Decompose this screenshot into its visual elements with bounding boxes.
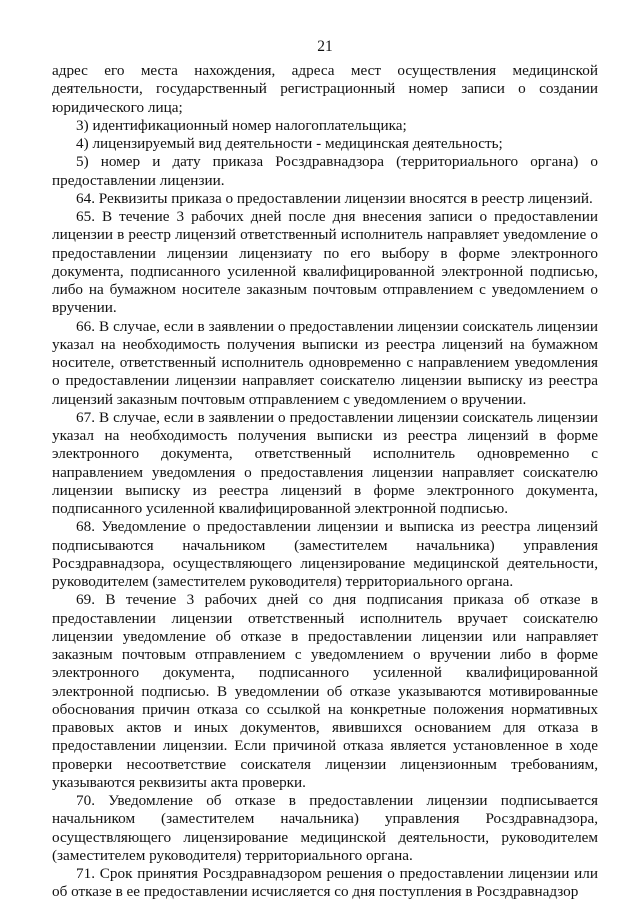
document-body [52, 62, 598, 902]
clause-68: 68. Уведомление о предоставлении лицензии и выписка из реестра лицензий подписываются начальником (заместителем начальника) управления Росздравнадзора, осуществляющего лицензирование медицинской деятельности, руководителем (заместителем руководителя) территориального органа. [52, 518, 598, 590]
clause-67: 67. В случае, если в заявлении о предоставлении лицензии соискатель лицензии указал на необходимость получения выписки из реестра лицензий в форме электронного документа, ответственный исполнитель одновременно с направлением уведомления о предоставления лицензии направляет соискателю лицензии выписку из реестра лицензий в форме электронного документа, подписанного усиленной квалифицированной электронной подписью. [52, 408, 598, 517]
list-item-5: 5) номер и дату приказа Росздравнадзора (территориального органа) о предоставлении лицензии. [52, 153, 598, 189]
clause-65: 65. В течение 3 рабочих дней после дня внесения записи о предоставлении лицензии в реестр лицензий ответственный исполнитель направляет уведомление о предоставлении лицензии лицензиату по его выбору в форме электронного документа, подписанного усиленной квалифицированной электронной подписью, либо на бумажном носителе заказным почтовым отправлением с уведомлением о вручении. [52, 208, 598, 317]
paragraph-continuation: адрес его места нахождения, адреса мест осуществления медицинской деятельности, государственный регистрационный номер записи о создании юридического лица; [52, 62, 598, 116]
clause-69: 69. В течение 3 рабочих дней со дня подписания приказа об отказе в предоставлении лицензии ответственный исполнитель вручает соискателю лицензии уведомление об отказе в предоставлении лицензии или направляет заказным почтовым отправлением с уведомлением о вручении либо в форме электронного документа, подписанного усиленной квалифицированной электронной подписью. В уведомлении об отказе указываются мотивированные обоснования причин отказа со ссылкой на конкретные положения нормативных правовых актов и иных документов, явившихся основанием для отказа в предоставлении лицензии. Если причиной отказа является установленное в ходе проверки несоответствие соискателя лицензии лицензионным требованиям, указываются реквизиты акта проверки. [52, 591, 598, 791]
clause-66: 66. В случае, если в заявлении о предоставлении лицензии соискатель лицензии указал на необходимость получения выписки из реестра лицензий на бумажном носителе, ответственный исполнитель одновременно с направлением уведомления о предоставлении лицензии направляет соискателю лицензии выписку из реестра лицензий заказным почтовым отправлением с уведомлением о вручении. [52, 317, 598, 408]
document-page [52, 0, 598, 905]
list-item-4: 4) лицензируемый вид деятельности - медицинская деятельность; [76, 135, 503, 152]
clause-70: 70. Уведомление об отказе в предоставлении лицензии подписывается начальником (заместителем начальника) управления Росздравнадзора, осуществляющего лицензирование медицинской деятельности, руководителем (заместителем руководителя) территориального органа. [52, 792, 598, 864]
list-item-3: 3) идентификационный номер налогоплательщика; [76, 116, 407, 134]
clause-71: 71. Срок принятия Росздравнадзором решения о предоставлении лицензии или об отказе в ее предоставлении исчисляется со дня поступления в Росздравнадзор [52, 865, 598, 901]
page-number: 21 [317, 38, 333, 55]
clause-64: 64. Реквизиты приказа о предоставлении лицензии вносятся в реестр лицензий. [76, 189, 593, 207]
